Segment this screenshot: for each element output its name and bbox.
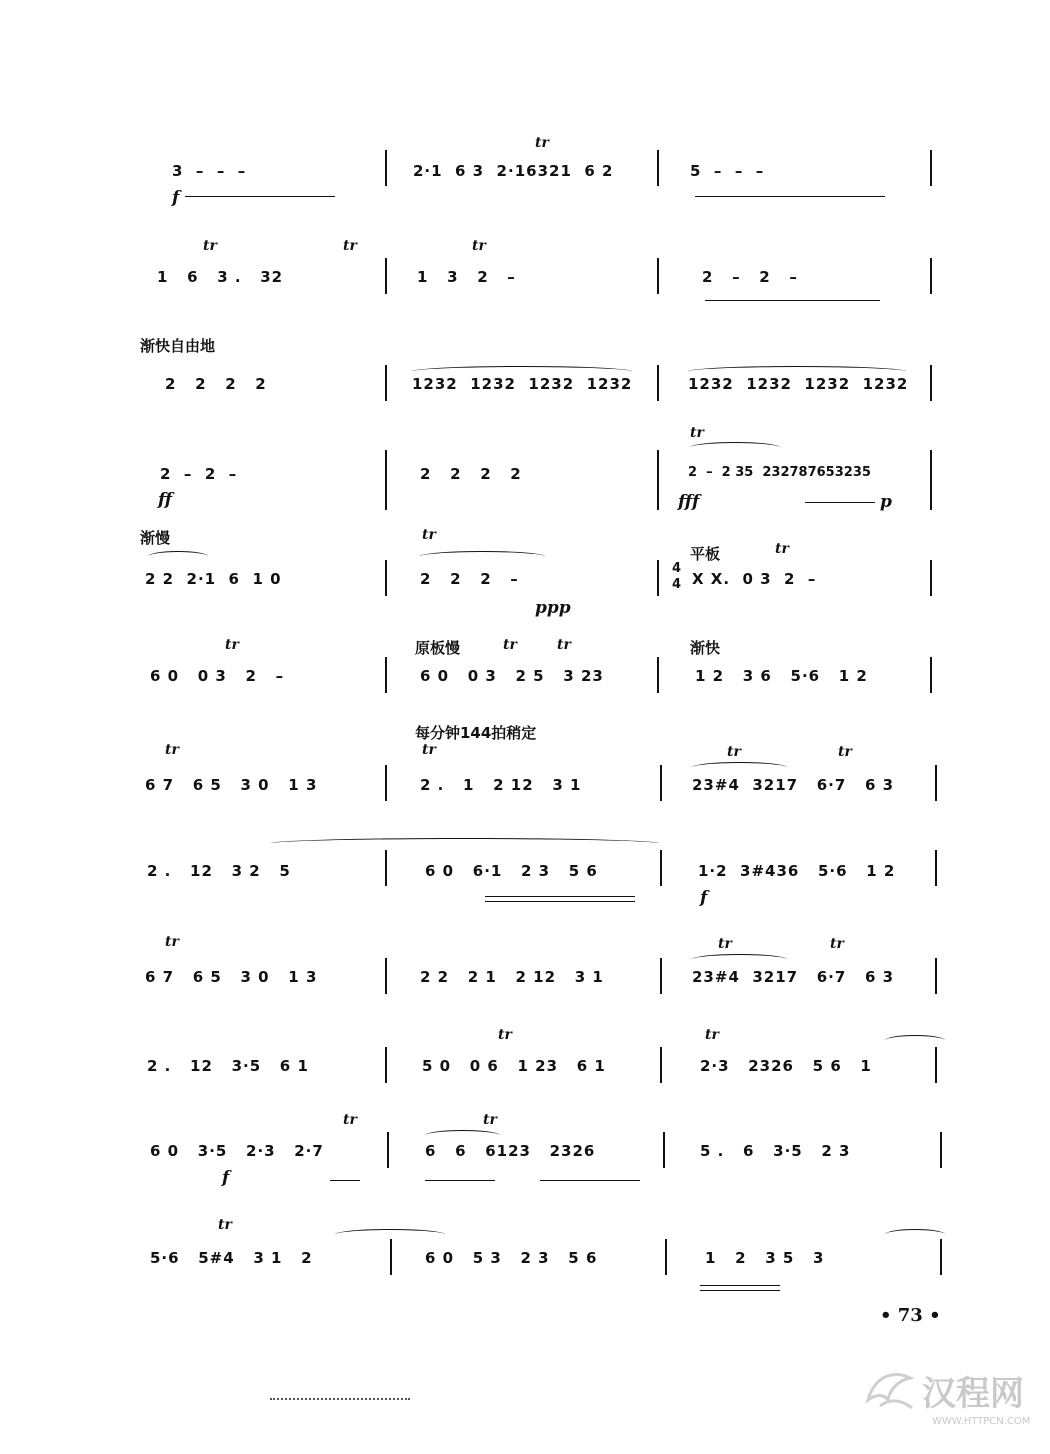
measure-8-1: 2 . 12 3 2 5 [147,862,291,880]
score-row-8 [0,830,1050,920]
score-row-6 [0,635,1050,725]
barline [940,1132,942,1168]
measure-1-1: 3 – – – [172,162,247,180]
slur [148,551,208,562]
slur [692,762,787,773]
trill-mark: tr [705,1027,719,1043]
barline [657,365,659,401]
barline [930,560,932,596]
score-row-3 [0,330,1050,420]
slur [692,954,787,965]
barline [657,258,659,294]
phoenix-logo-icon [860,1360,920,1420]
slur [690,442,780,453]
measure-7-1: 6 7 6 5 3 0 1 3 [145,776,318,794]
measure-9-1: 6 7 6 5 3 0 1 3 [145,968,318,986]
trill-mark: tr [218,1217,232,1233]
measure-7-2: 2 . 1 2 12 3 1 [420,776,582,794]
decrescendo-line [485,896,635,897]
barline [657,560,659,596]
crescendo-line [695,196,885,197]
barline [657,657,659,693]
barline [660,1047,662,1083]
tempo-label: 每分钟144拍稍定 [415,724,537,742]
barline [385,958,387,994]
trill-mark: tr [165,742,179,758]
dynamic-forte: f [700,888,708,908]
measure-4-3: 2 – 2 35 232787653235 [688,465,871,480]
decrescendo-line [700,1285,780,1286]
time-signature-bottom: 4 [672,577,683,592]
dynamic-fff: fff [678,492,700,512]
dynamic-fortissimo: ff [158,490,173,510]
trill-mark: tr [718,936,732,952]
barline [935,850,937,886]
barline [385,150,387,186]
measure-9-3: 23#4 3217 6·7 6 3 [692,968,895,986]
barline [930,450,932,510]
measure-9-2: 2 2 2 1 2 12 3 1 [420,968,604,986]
score-row-10 [0,1025,1050,1115]
trill-mark: tr [775,541,789,557]
measure-12-3: 1 2 3 5 3 [705,1249,825,1267]
barline [385,365,387,401]
trill-mark: tr [165,934,179,950]
measure-1-2: 2·1 6 3 2·16321 6 2 [413,162,614,180]
slur [425,1130,500,1141]
page-number: • 73 • [880,1305,941,1326]
barline [385,450,387,510]
watermark-url: WWW.HTTPCN.COM [932,1416,1031,1427]
trill-mark: tr [838,744,852,760]
trill-mark: tr [225,637,239,653]
score-row-9 [0,930,1050,1020]
barline [385,258,387,294]
measure-12-2: 6 0 5 3 2 3 5 6 [425,1249,598,1267]
barline [385,765,387,801]
trill-mark: tr [557,637,571,653]
dynamic-ppp: ppp [535,598,571,618]
trill-mark: tr [503,637,517,653]
measure-6-3: 1 2 3 6 5·6 1 2 [695,667,868,685]
score-row-7 [0,720,1050,810]
barline [657,450,659,510]
tempo-label: 渐快 [690,639,721,657]
measure-12-1: 5·6 5#4 3 1 2 [150,1249,313,1267]
trill-mark: tr [422,742,436,758]
watermark [860,1360,1040,1440]
trill-mark: tr [203,238,217,254]
trill-mark: tr [422,527,436,543]
barline [663,1132,665,1168]
trill-mark: tr [472,238,486,254]
time-signature-top: 4 [672,561,683,576]
decrescendo-line [330,1180,360,1181]
measure-3-1: 2 2 2 2 [165,375,267,393]
measure-4-1: 2 – 2 – [160,465,238,483]
scan-artifact-line [270,1398,410,1400]
score-row-12 [0,1215,1050,1305]
trill-mark: tr [535,135,549,151]
score-row-5 [0,525,1050,618]
measure-1-3: 5 – – – [690,162,765,180]
measure-8-3: 1·2 3#436 5·6 1 2 [698,862,896,880]
slur [420,551,545,562]
dynamic-forte: f [222,1168,230,1188]
watermark-brand: 汉程网 [922,1374,1024,1414]
trill-mark: tr [343,238,357,254]
barline [935,958,937,994]
measure-11-2: 6 6 6123 2326 [425,1142,596,1160]
measure-8-2: 6 0 6·1 2 3 5 6 [425,862,598,880]
measure-5-1: 2 2 2·1 6 1 0 [145,570,282,588]
barline [660,765,662,801]
decrescendo-line [700,1290,780,1291]
decrescendo-line [425,1180,495,1181]
measure-3-2: 1232 1232 1232 1232 [412,375,633,393]
tempo-label: 渐慢 [140,529,171,547]
tempo-label: 渐快自由地 [140,337,216,355]
barline [385,560,387,596]
measure-11-3: 5 . 6 3·5 2 3 [700,1142,851,1160]
measure-2-2: 1 3 2 – [417,268,516,286]
barline [385,850,387,886]
barline [385,657,387,693]
decrescendo-line [485,901,635,902]
barline [935,765,937,801]
dynamic-forte: f [172,188,180,208]
barline [930,657,932,693]
barline [930,365,932,401]
barline [660,850,662,886]
score-row-2 [0,240,1050,330]
barline [930,150,932,186]
score-row-11 [0,1110,1050,1200]
measure-2-3: 2 – 2 – [702,268,798,286]
measure-7-3: 23#4 3217 6·7 6 3 [692,776,895,794]
slur [885,1229,945,1240]
barline [387,1132,389,1168]
score-row-1 [0,135,1050,230]
score-row-4 [0,420,1050,510]
barline [660,958,662,994]
measure-5-3: X X. 0 3 2 – [692,570,817,588]
trill-mark: tr [498,1027,512,1043]
barline [385,1047,387,1083]
crescendo-line [185,196,335,197]
measure-10-2: 5 0 0 6 1 23 6 1 [422,1057,606,1075]
barline [390,1239,392,1275]
measure-11-1: 6 0 3·5 2·3 2·7 [150,1142,324,1160]
decrescendo-line [705,300,880,301]
measure-10-3: 2·3 2326 5 6 1 [700,1057,872,1075]
measure-10-1: 2 . 12 3·5 6 1 [147,1057,309,1075]
trill-mark: tr [727,744,741,760]
tempo-label: 平板 [690,545,721,563]
barline [940,1239,942,1275]
trill-mark: tr [830,936,844,952]
measure-6-1: 6 0 0 3 2 – [150,667,285,685]
decrescendo-line [540,1180,640,1181]
barline [665,1239,667,1275]
barline [935,1047,937,1083]
decrescendo-line [805,502,875,503]
dynamic-piano: p [880,492,892,512]
measure-4-2: 2 2 2 2 [420,465,522,483]
measure-3-3: 1232 1232 1232 1232 [688,375,909,393]
trill-mark: tr [343,1112,357,1128]
barline [930,258,932,294]
measure-6-2: 6 0 0 3 2 5 3 23 [420,667,604,685]
measure-2-1: 1 6 3 . 32 [157,268,284,286]
barline [657,150,659,186]
slur [885,1035,945,1046]
tempo-label: 原板慢 [415,639,461,657]
slur [270,838,660,849]
measure-5-2: 2 2 2 – [420,570,519,588]
trill-mark: tr [690,425,704,441]
trill-mark: tr [483,1112,497,1128]
